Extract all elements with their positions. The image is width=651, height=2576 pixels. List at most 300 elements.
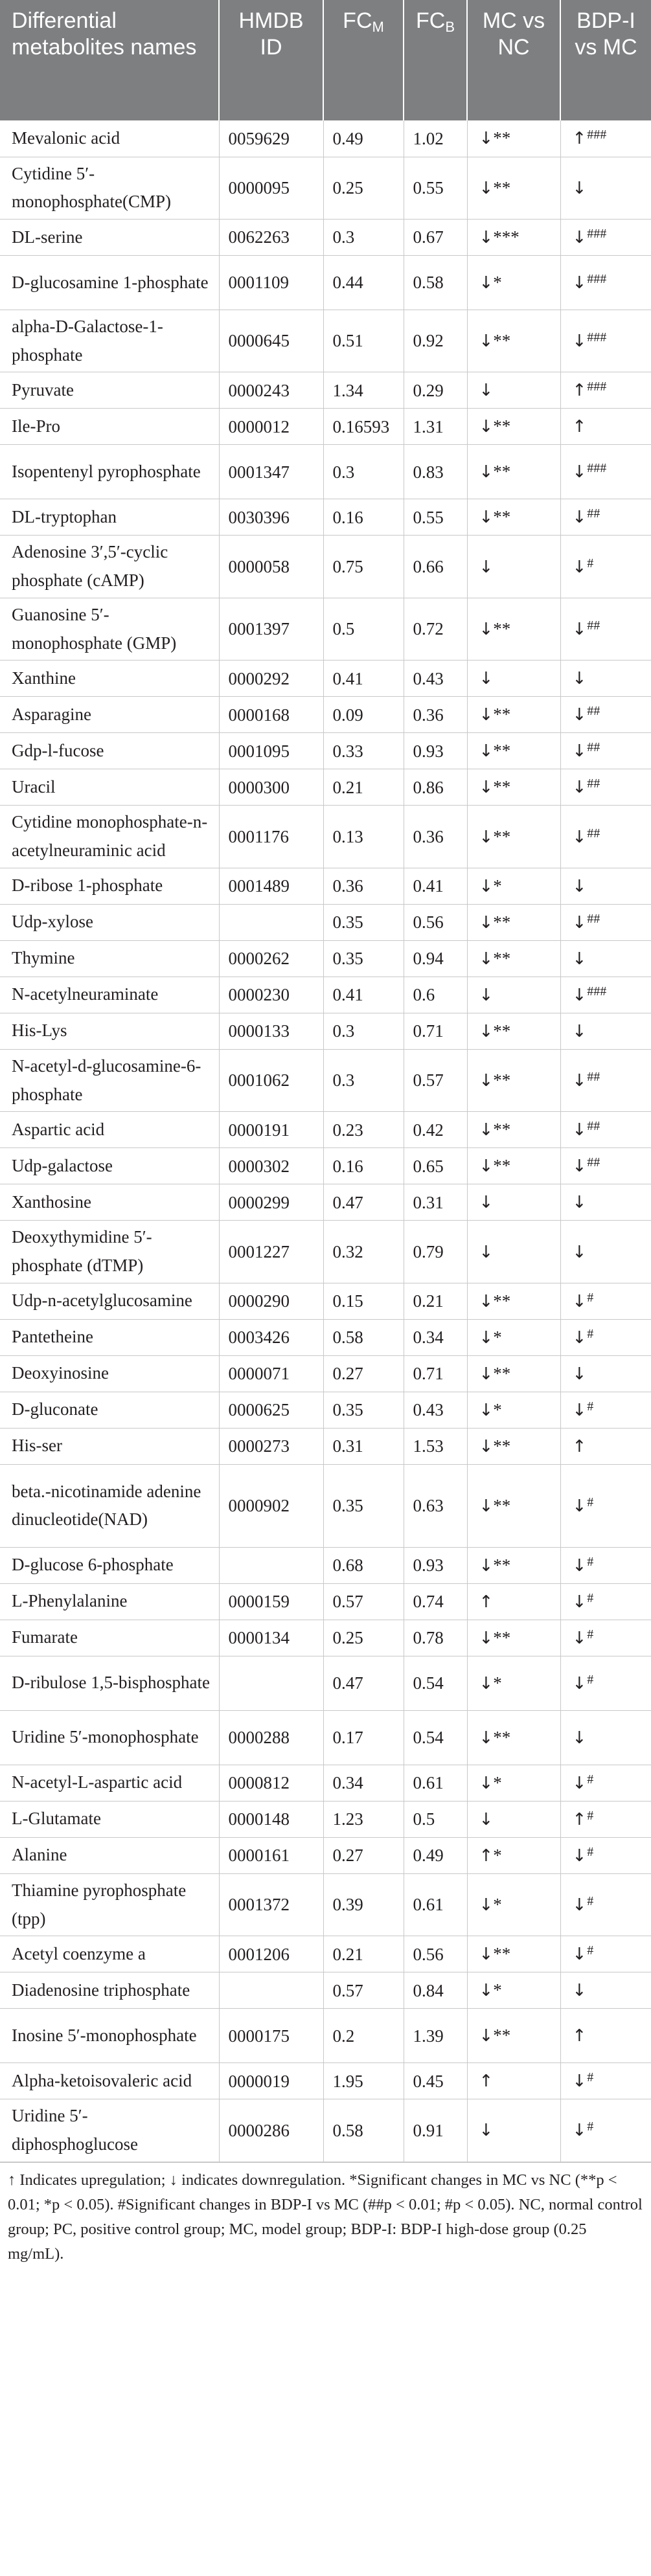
fc-m-cell: 0.36 (323, 868, 404, 904)
significance-marker: # (587, 1326, 594, 1341)
mc-vs-nc-cell (467, 219, 560, 255)
fc-b-cell: 0.61 (404, 1873, 467, 1936)
fc-b-cell: 0.92 (404, 310, 467, 372)
table-header-row (0, 0, 651, 120)
metabolite-name-cell: N-acetyl-L-aspartic acid (0, 1765, 219, 1801)
significance-marker: * (493, 876, 502, 896)
significance-marker: ## (587, 1119, 600, 1134)
table-row (0, 1355, 651, 1392)
table-row (0, 1428, 651, 1464)
regulation-arrow-icon: ↓ (572, 273, 587, 293)
regulation-arrow-icon: ↓ (479, 557, 494, 577)
hmdb-id-cell: 0000095 (219, 157, 323, 219)
mc-vs-nc-cell (467, 120, 560, 157)
header-fc-m: $FC_M$ (323, 0, 404, 120)
metabolite-name-cell: L-Phenylalanine (0, 1583, 219, 1620)
fc-m-cell: 0.47 (323, 1184, 404, 1221)
significance-marker: ### (587, 379, 607, 394)
hmdb-id-cell: 0000290 (219, 1283, 323, 1319)
hmdb-id-cell (219, 1656, 323, 1710)
hmdb-id-cell: 0001489 (219, 868, 323, 904)
fc-b-cell: 0.71 (404, 1355, 467, 1392)
significance-marker: ** (493, 1156, 511, 1176)
bdp-vs-mc-cell (560, 598, 651, 660)
regulation-arrow-icon: ↓ (572, 985, 587, 1005)
mc-vs-nc-cell (467, 1547, 560, 1583)
fc-b-cell: 0.29 (404, 372, 467, 409)
bdp-vs-mc-cell (560, 1656, 651, 1710)
significance-marker: # (587, 1399, 594, 1414)
metabolite-name-cell: Fumarate (0, 1620, 219, 1656)
hmdb-id-cell: 0000243 (219, 372, 323, 409)
metabolite-name-cell: Inosine 5′-monophosphate (0, 2009, 219, 2063)
significance-marker: ** (493, 177, 511, 198)
regulation-arrow-icon: ↓ (572, 1773, 587, 1793)
hmdb-id-cell: 0003426 (219, 1319, 323, 1355)
hmdb-id-cell: 0000299 (219, 1184, 323, 1221)
hmdb-id-cell: 0062263 (219, 219, 323, 255)
mc-vs-nc-cell (467, 1801, 560, 1837)
metabolite-name-cell: His-Lys (0, 1013, 219, 1049)
fc-m-cell: 0.35 (323, 940, 404, 977)
significance-marker: * (493, 1327, 502, 1347)
table-row (0, 1801, 651, 1837)
bdp-vs-mc-cell (560, 499, 651, 536)
mc-vs-nc-cell (467, 1112, 560, 1148)
regulation-arrow-icon: ↓ (572, 1628, 587, 1648)
mc-vs-nc-cell (467, 1049, 560, 1111)
hmdb-id-cell: 0059629 (219, 120, 323, 157)
hmdb-id-cell: 0000262 (219, 940, 323, 977)
fc-b-cell: 0.94 (404, 940, 467, 977)
regulation-arrow-icon: ↓ (479, 129, 494, 149)
fc-b-cell: 0.41 (404, 868, 467, 904)
significance-marker: # (587, 1627, 594, 1642)
regulation-arrow-icon: ↓ (479, 669, 494, 689)
metabolite-name-cell: DL-tryptophan (0, 499, 219, 536)
metabolite-name-cell: Alanine (0, 1837, 219, 1873)
fc-m-cell: 0.09 (323, 697, 404, 733)
regulation-arrow-icon: ↓ (479, 1436, 494, 1456)
mc-vs-nc-cell (467, 372, 560, 409)
mc-vs-nc-cell (467, 1873, 560, 1936)
regulation-arrow-icon: ↓ (572, 1291, 587, 1311)
fc-m-cell: 0.23 (323, 1112, 404, 1148)
fc-m-cell: 0.17 (323, 1710, 404, 1765)
bdp-vs-mc-cell (560, 769, 651, 806)
bdp-vs-mc-cell (560, 1873, 651, 1936)
hmdb-id-cell: 0000625 (219, 1392, 323, 1428)
table-row (0, 157, 651, 219)
table-row (0, 120, 651, 157)
fc-m-cell: 0.57 (323, 1972, 404, 2009)
regulation-arrow-icon: ↓ (479, 178, 494, 198)
fc-m-cell: 0.21 (323, 1936, 404, 1972)
fc-m-cell: 0.51 (323, 310, 404, 372)
fc-m-cell: 0.32 (323, 1221, 404, 1283)
fc-m-cell: 0.58 (323, 2099, 404, 2162)
fc-b-cell: 0.36 (404, 697, 467, 733)
hmdb-id-cell: 0030396 (219, 499, 323, 536)
regulation-arrow-icon: ↓ (479, 741, 494, 762)
regulation-arrow-icon: ↓ (572, 912, 587, 932)
table-row (0, 1013, 651, 1049)
fc-b-cell: 0.43 (404, 661, 467, 697)
metabolite-name-cell: L-Glutamate (0, 1801, 219, 1837)
metabolite-name-cell: D-glucose 6-phosphate (0, 1547, 219, 1583)
hmdb-id-cell: 0001206 (219, 1936, 323, 1972)
metabolite-name-cell: Asparagine (0, 697, 219, 733)
significance-marker: ### (587, 461, 607, 476)
fc-b-cell: 0.83 (404, 445, 467, 499)
bdp-vs-mc-cell (560, 1547, 651, 1583)
fc-m-cell: 0.75 (323, 536, 404, 598)
bdp-vs-mc-cell (560, 697, 651, 733)
hmdb-id-cell: 0000812 (219, 1765, 323, 1801)
hmdb-id-cell: 0001227 (219, 1221, 323, 1283)
table-row (0, 1464, 651, 1547)
regulation-arrow-icon: ↓ (479, 985, 494, 1005)
significance-marker: ** (493, 948, 511, 968)
fc-m-cell: 0.2 (323, 2009, 404, 2063)
regulation-arrow-icon: ↓ (479, 508, 494, 528)
metabolite-name-cell: Uridine 5′-monophosphate (0, 1710, 219, 1765)
fc-b-cell: 0.49 (404, 1837, 467, 1873)
mc-vs-nc-cell (467, 1765, 560, 1801)
fc-m-cell: 0.35 (323, 904, 404, 940)
bdp-vs-mc-cell (560, 1710, 651, 1765)
regulation-arrow-icon: ↓ (572, 1555, 587, 1576)
regulation-arrow-icon: ↓ (572, 778, 587, 798)
metabolite-name-cell: D-glucosamine 1-phosphate (0, 255, 219, 310)
metabolite-name-cell: Xanthosine (0, 1184, 219, 1221)
metabolite-name-cell: Acetyl coenzyme a (0, 1936, 219, 1972)
table-row (0, 1583, 651, 1620)
bdp-vs-mc-cell (560, 1049, 651, 1111)
table-row (0, 1620, 651, 1656)
table-row (0, 1112, 651, 1148)
metabolite-name-cell: beta.-nicotinamide adenine dinucleotide(NAD) (0, 1464, 219, 1547)
mc-vs-nc-cell (467, 255, 560, 310)
table-row (0, 733, 651, 769)
hmdb-id-cell: 0000273 (219, 1428, 323, 1464)
mc-vs-nc-cell (467, 661, 560, 697)
significance-marker: # (587, 1808, 594, 1823)
regulation-arrow-icon: ↓ (572, 1120, 587, 1140)
fc-b-cell: 0.21 (404, 1283, 467, 1319)
hmdb-id-cell: 0001176 (219, 806, 323, 868)
fc-b-cell: 0.86 (404, 769, 467, 806)
table-row (0, 409, 651, 445)
hmdb-id-cell (219, 1547, 323, 1583)
metabolite-name-cell: His-ser (0, 1428, 219, 1464)
fc-b-cell: 0.31 (404, 1184, 467, 1221)
regulation-arrow-icon: ↓ (572, 1895, 587, 1915)
bdp-vs-mc-cell (560, 1148, 651, 1184)
mc-vs-nc-cell (467, 806, 560, 868)
regulation-arrow-icon: ↓ (479, 2121, 494, 2141)
table-row (0, 1221, 651, 1283)
significance-marker: ## (587, 740, 600, 755)
bdp-vs-mc-cell (560, 868, 651, 904)
bdp-vs-mc-cell (560, 2063, 651, 2099)
regulation-arrow-icon: ↓ (479, 1071, 494, 1091)
significance-marker: * (493, 1772, 502, 1792)
mc-vs-nc-cell (467, 499, 560, 536)
metabolite-name-cell: Thymine (0, 940, 219, 977)
significance-marker: ## (587, 776, 600, 791)
significance-marker: ## (587, 618, 600, 633)
hmdb-id-cell: 0000148 (219, 1801, 323, 1837)
metabolite-name-cell: Deoxythymidine 5′-phosphate (dTMP) (0, 1221, 219, 1283)
mc-vs-nc-cell (467, 868, 560, 904)
metabolite-name-cell: Alpha-ketoisovaleric acid (0, 2063, 219, 2099)
bdp-vs-mc-cell (560, 1392, 651, 1428)
metabolite-name-cell: Cytidine monophosphate-n-acetylneuraminic acid (0, 806, 219, 868)
significance-marker: ** (493, 507, 511, 527)
table-row (0, 1837, 651, 1873)
metabolite-name-cell: Xanthine (0, 661, 219, 697)
mc-vs-nc-cell (467, 1283, 560, 1319)
significance-marker: # (587, 1495, 594, 1509)
mc-vs-nc-cell (467, 2063, 560, 2099)
hmdb-id-cell: 0000302 (219, 1148, 323, 1184)
fc-b-cell: 0.54 (404, 1656, 467, 1710)
mc-vs-nc-cell (467, 310, 560, 372)
regulation-arrow-icon: ↓ (572, 1945, 587, 1965)
regulation-arrow-icon: ↓ (479, 1673, 494, 1693)
regulation-arrow-icon: ↓ (572, 1400, 587, 1420)
fc-b-cell: 0.66 (404, 536, 467, 598)
regulation-arrow-icon: ↓ (479, 1981, 494, 2001)
regulation-arrow-icon: ↓ (572, 227, 587, 247)
significance-marker: ** (493, 1627, 511, 1647)
mc-vs-nc-cell (467, 1148, 560, 1184)
mc-vs-nc-cell (467, 536, 560, 598)
significance-marker: ** (493, 1944, 511, 1964)
fc-b-cell: 0.71 (404, 1013, 467, 1049)
table-row (0, 1184, 651, 1221)
regulation-arrow-icon: ↓ (572, 1328, 587, 1348)
fc-b-cell: 0.5 (404, 1801, 467, 1837)
fc-m-cell: 0.33 (323, 733, 404, 769)
mc-vs-nc-cell (467, 1319, 560, 1355)
regulation-arrow-icon: ↑ (479, 1592, 494, 1612)
significance-marker: ### (587, 226, 607, 241)
regulation-arrow-icon: ↓ (572, 1846, 587, 1866)
bdp-vs-mc-cell (560, 445, 651, 499)
metabolite-name-cell: alpha-D-Galactose-1-phosphate (0, 310, 219, 372)
regulation-arrow-icon: ↓ (572, 876, 587, 896)
significance-marker: ** (493, 462, 511, 482)
mc-vs-nc-cell (467, 1464, 560, 1547)
regulation-arrow-icon: ↓ (572, 1592, 587, 1612)
significance-marker: ** (493, 826, 511, 846)
regulation-arrow-icon: ↓ (479, 1328, 494, 1348)
table-row (0, 598, 651, 660)
fc-b-cell: 0.54 (404, 1710, 467, 1765)
fc-b-cell: 0.6 (404, 977, 467, 1013)
hmdb-id-cell: 0000230 (219, 977, 323, 1013)
bdp-vs-mc-cell (560, 1184, 651, 1221)
regulation-arrow-icon: ↓ (572, 1071, 587, 1091)
mc-vs-nc-cell (467, 1428, 560, 1464)
regulation-arrow-icon: ↓ (479, 1628, 494, 1648)
fc-m-cell: 0.35 (323, 1464, 404, 1547)
bdp-vs-mc-cell (560, 1801, 651, 1837)
hmdb-id-cell: 0001397 (219, 598, 323, 660)
regulation-arrow-icon: ↓ (572, 1364, 587, 1384)
regulation-arrow-icon: ↓ (572, 705, 587, 725)
table-row (0, 372, 651, 409)
bdp-vs-mc-cell (560, 157, 651, 219)
mc-vs-nc-cell (467, 1837, 560, 1873)
regulation-arrow-icon: ↑ (572, 1809, 587, 1829)
significance-marker: ## (587, 506, 600, 521)
mc-vs-nc-cell (467, 157, 560, 219)
header-mc-vs-nc: MC vs NC (467, 0, 560, 120)
regulation-arrow-icon: ↓ (572, 1193, 587, 1213)
metabolite-name-cell: Pantetheine (0, 1319, 219, 1355)
mc-vs-nc-cell (467, 1392, 560, 1428)
table-row (0, 536, 651, 598)
fc-b-cell: 0.56 (404, 1936, 467, 1972)
fc-m-cell: 0.16 (323, 499, 404, 536)
bdp-vs-mc-cell (560, 1283, 651, 1319)
significance-marker: # (587, 1554, 594, 1569)
significance-marker: ** (493, 416, 511, 436)
mc-vs-nc-cell (467, 977, 560, 1013)
bdp-vs-mc-cell (560, 904, 651, 940)
metabolite-name-cell: Thiamine pyrophosphate (tpp) (0, 1873, 219, 1936)
bdp-vs-mc-cell (560, 1319, 651, 1355)
mc-vs-nc-cell (467, 445, 560, 499)
significance-marker: # (587, 1844, 594, 1859)
mc-vs-nc-cell (467, 2099, 560, 2162)
significance-marker: ** (493, 777, 511, 797)
significance-marker: # (587, 1894, 594, 1909)
bdp-vs-mc-cell (560, 1972, 651, 2009)
fc-b-cell: 0.34 (404, 1319, 467, 1355)
bdp-vs-mc-cell (560, 310, 651, 372)
metabolite-name-cell: DL-serine (0, 219, 219, 255)
metabolite-name-cell: D-ribulose 1,5-bisphosphate (0, 1656, 219, 1710)
table-body (0, 120, 651, 2162)
table-row (0, 1049, 651, 1111)
metabolite-name-cell: Pyruvate (0, 372, 219, 409)
fc-b-cell: 0.42 (404, 1112, 467, 1148)
significance-marker: # (587, 1772, 594, 1787)
fc-m-cell: 0.58 (323, 1319, 404, 1355)
hmdb-id-cell: 0000288 (219, 1710, 323, 1765)
bdp-vs-mc-cell (560, 1837, 651, 1873)
fc-m-cell: 0.57 (323, 1583, 404, 1620)
hmdb-id-cell: 0000019 (219, 2063, 323, 2099)
mc-vs-nc-cell (467, 769, 560, 806)
significance-marker: ** (493, 705, 511, 725)
metabolite-name-cell: Deoxyinosine (0, 1355, 219, 1392)
significance-marker: * (493, 1399, 502, 1419)
regulation-arrow-icon: ↓ (479, 949, 494, 969)
fc-m-cell: 0.13 (323, 806, 404, 868)
significance-marker: ** (493, 1495, 511, 1515)
fc-m-cell: 0.16593 (323, 409, 404, 445)
significance-marker: ** (493, 1436, 511, 1456)
hmdb-id-cell: 0000058 (219, 536, 323, 598)
bdp-vs-mc-cell (560, 733, 651, 769)
mc-vs-nc-cell (467, 1221, 560, 1283)
table-row (0, 1319, 651, 1355)
fc-m-cell: 0.31 (323, 1428, 404, 1464)
significance-marker: ## (587, 911, 600, 926)
table-row (0, 310, 651, 372)
fc-m-cell: 0.68 (323, 1547, 404, 1583)
regulation-arrow-icon: ↓ (479, 876, 494, 896)
significance-marker: ** (493, 2026, 511, 2046)
hmdb-id-cell: 0000071 (219, 1355, 323, 1392)
significance-marker: ** (493, 1070, 511, 1090)
bdp-vs-mc-cell (560, 1221, 651, 1283)
regulation-arrow-icon: ↓ (479, 827, 494, 847)
table-row (0, 445, 651, 499)
bdp-vs-mc-cell (560, 1112, 651, 1148)
fc-b-cell: 0.43 (404, 1392, 467, 1428)
significance-marker: # (587, 1290, 594, 1305)
hmdb-id-cell: 0000902 (219, 1464, 323, 1547)
regulation-arrow-icon: ↓ (479, 912, 494, 932)
hmdb-id-cell: 0000645 (219, 310, 323, 372)
metabolite-name-cell: Diadenosine triphosphate (0, 1972, 219, 2009)
table-row (0, 769, 651, 806)
mc-vs-nc-cell (467, 1583, 560, 1620)
table-row (0, 977, 651, 1013)
hmdb-id-cell: 0001109 (219, 255, 323, 310)
fc-b-cell: 0.58 (404, 255, 467, 310)
mc-vs-nc-cell (467, 409, 560, 445)
hmdb-id-cell (219, 1972, 323, 2009)
significance-marker: ### (587, 128, 607, 142)
regulation-arrow-icon: ↑ (572, 417, 587, 437)
table-row (0, 2063, 651, 2099)
regulation-arrow-icon: ↓ (572, 1157, 587, 1177)
significance-marker: ** (493, 1727, 511, 1747)
fc-b-cell: 0.78 (404, 1620, 467, 1656)
fc-m-cell: 0.41 (323, 977, 404, 1013)
metabolite-name-cell: Mevalonic acid (0, 120, 219, 157)
fc-b-cell: 0.45 (404, 2063, 467, 2099)
hmdb-id-cell: 0000134 (219, 1620, 323, 1656)
regulation-arrow-icon: ↓ (479, 1364, 494, 1384)
fc-m-cell: 0.25 (323, 157, 404, 219)
regulation-arrow-icon: ↑ (572, 381, 587, 401)
regulation-arrow-icon: ↓ (479, 1895, 494, 1915)
mc-vs-nc-cell (467, 1936, 560, 1972)
fc-b-cell: 0.55 (404, 157, 467, 219)
table-row (0, 1392, 651, 1428)
bdp-vs-mc-cell (560, 219, 651, 255)
fc-m-cell: 0.3 (323, 1013, 404, 1049)
significance-marker: * (493, 1980, 502, 2000)
regulation-arrow-icon: ↓ (479, 2026, 494, 2046)
fc-m-cell: 0.3 (323, 219, 404, 255)
bdp-vs-mc-cell (560, 409, 651, 445)
significance-marker: # (587, 2119, 594, 2134)
bdp-vs-mc-cell (560, 120, 651, 157)
metabolite-name-cell: Uridine 5′-diphosphoglucose (0, 2099, 219, 2162)
significance-marker: *** (493, 227, 520, 247)
bdp-vs-mc-cell (560, 1583, 651, 1620)
significance-marker: ** (493, 1363, 511, 1383)
